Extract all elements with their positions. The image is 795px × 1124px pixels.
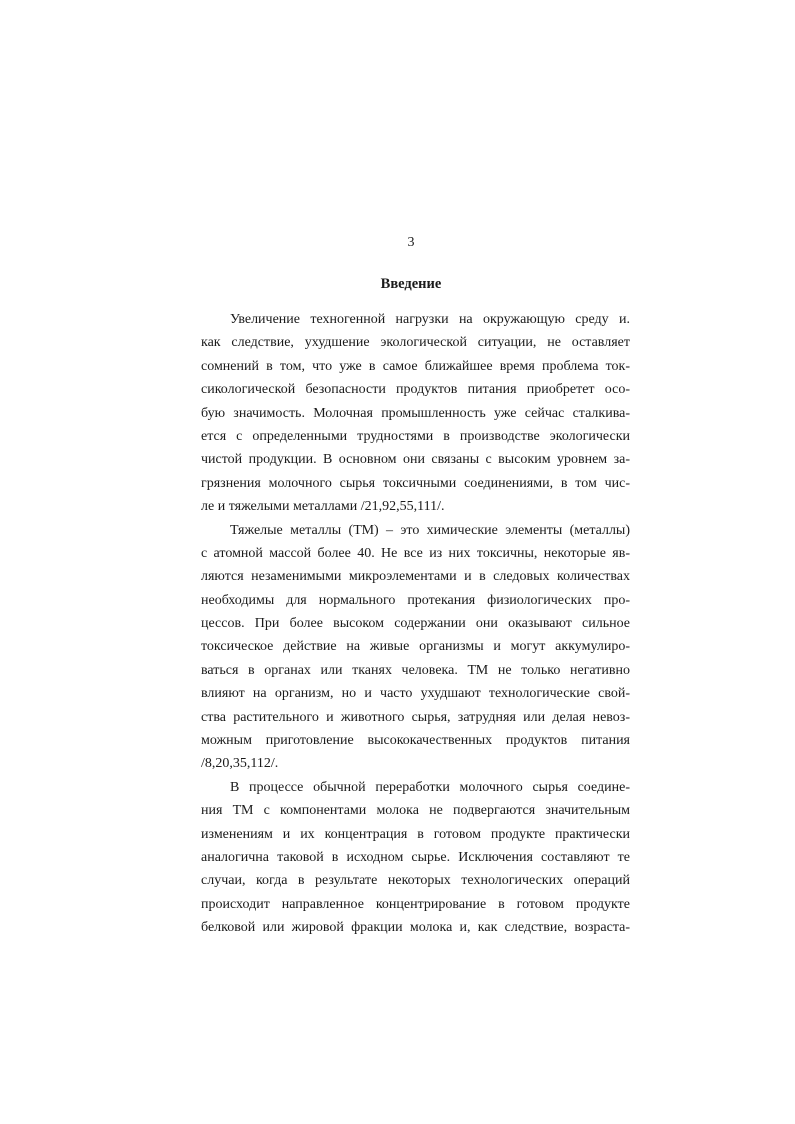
section-heading: Введение (380, 276, 442, 292)
text-line: можным приготовление высококачественных продуктов питания (201, 733, 630, 749)
text-line: цессов. При более высоком содержании они оказывают сильное (201, 616, 630, 632)
page-number: 3 (407, 235, 415, 250)
text-line: сомнений в том, что уже в самое ближайшее время проблема ток- (201, 358, 630, 374)
text-line: ваться в органах или тканях человека. ТМ не только негативно (201, 662, 630, 678)
text-line: белковой или жировой фракции молока и, как следствие, возраста- (201, 920, 630, 936)
text-line: аналогична таковой в исходном сырье. Исключения составляют те (201, 849, 630, 865)
paragraph (201, 519, 630, 776)
text-line: ния ТМ с компонентами молока не подвергаются значительным (201, 803, 630, 819)
paragraph (201, 308, 630, 519)
text-line: сикологической безопасности продуктов питания приобретет осо- (201, 382, 630, 398)
text-line: В процессе обычной переработки молочного сырья соедине- (230, 779, 630, 795)
text-line: грязнения молочного сырья токсичными соединениями, в том чис- (201, 475, 630, 491)
text-line: токсическое действие на живые организмы и могут аккумулиро- (201, 639, 630, 655)
text-line: ется с определенными трудностями в производстве экологически (201, 428, 630, 444)
text-line: Увеличение техногенной нагрузки на окружающую среду и. (230, 312, 630, 327)
text-line: происходит направленное концентрирование в готовом продукте (201, 896, 630, 912)
text-line: необходимы для нормального протекания физиологических про- (201, 592, 630, 608)
text-line: Тяжелые металлы (ТМ) – это химические элементы (металлы) (230, 522, 630, 538)
text-line: изменениям и их концентрация в готовом продукте практически (201, 826, 630, 842)
text-line: случаи, когда в результате некоторых технологических операций (201, 873, 630, 889)
text-line: влияют на организм, но и часто ухудшают технологические свой- (201, 686, 630, 702)
text-line: чистой продукции. В основном они связаны с высоким уровнем за- (201, 452, 630, 468)
paragraph (201, 776, 630, 940)
text-line: с атомной массой более 40. Не все из них токсичны, некоторые яв- (201, 545, 630, 561)
text-line: как следствие, ухудшение экологической ситуации, не оставляет (201, 335, 630, 351)
text-line: ляются незаменимыми микроэлементами и в следовых количествах (201, 569, 630, 585)
text-line: /8,20,35,112/. (201, 756, 279, 772)
text-line: ства растительного и животного сырья, затрудняя или делая невоз- (201, 709, 630, 725)
body-text (201, 308, 630, 940)
text-line: ле и тяжелыми металлами /21,92,55,111/. (201, 499, 445, 515)
text-line: бую значимость. Молочная промышленность уже сейчас сталкива- (201, 405, 630, 421)
